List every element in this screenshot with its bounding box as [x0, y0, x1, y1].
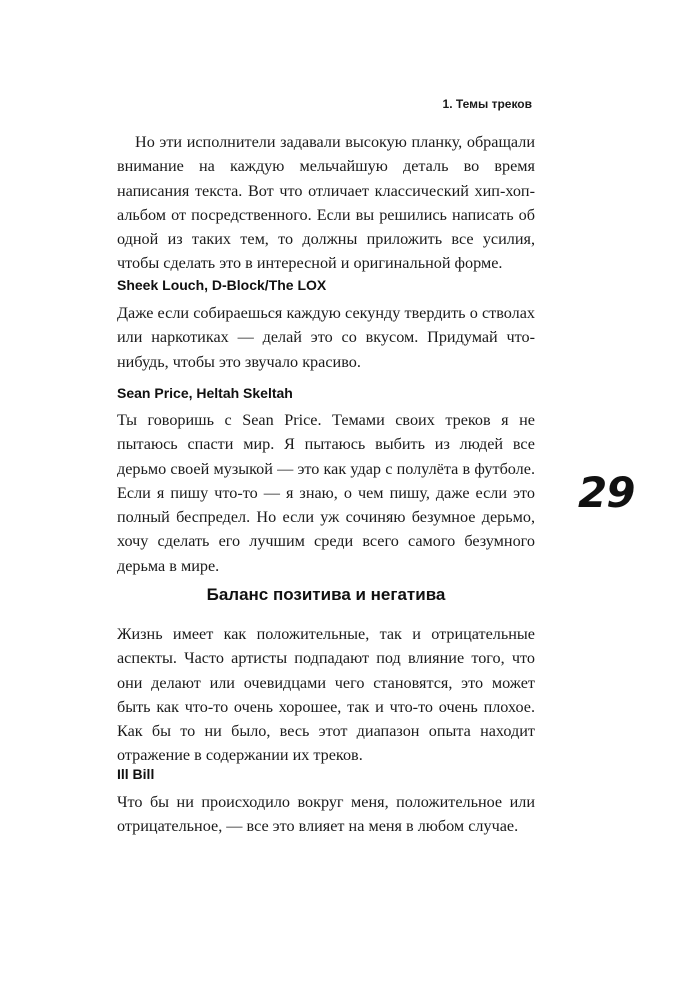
running-head: 1. Темы треков [442, 97, 532, 111]
quote-text-ill-bill: Что бы ни происходило вокруг меня, положительное или отрицательное, — все это влияет на меня в любом случае. [117, 793, 535, 836]
quote-speaker-sean-price: Sean Price, Heltah Skeltah [117, 385, 293, 401]
page-number: 29 [578, 468, 635, 517]
quote-speaker-ill-bill: Ill Bill [117, 766, 155, 782]
intro-paragraph: Но эти исполнители задавали высокую планку, обращали внимание на каждую мельчайшую деталь во время написания текста. Вот что отличает классический хип-хоп-альбом от посредственного. Если вы решились написать об одной из таких тем, то должны приложить все усилия, чтобы сделать это в интересной и оригинальной форме. [117, 133, 535, 273]
quote-text-sean-price: Ты говоришь с Sean Price. Темами своих треков я не пытаюсь спасти мир. Я пытаюсь выбить из людей все дерьмо своей музыкой — это как удар с полулёта в футболе. Если я пишу что-то — я знаю, о чем пишу, даже если это полный беспредел. Но если уж сочиняю безумное дерьмо, хочу сделать его лучшим среди всего самого безумного дерьма в мире. [117, 411, 535, 575]
section-paragraph: Жизнь имеет как положительные, так и отрицательные аспекты. Часто артисты подпадают под влияние того, что они делают или очевидцами чего становятся, это может быть как что-то очень хорошее, так и что-то очень плохое. Как бы то ни было, весь этот диапазон опыта находит отражение в содержании их треков. [117, 625, 535, 765]
quote-text-sheek-louch: Даже если собираешься каждую секунду твердить о стволах или наркотиках — делай это со вкусом. Придумай что-нибудь, чтобы это звучало красиво. [117, 304, 535, 371]
section-heading: Баланс позитива и негатива [206, 585, 446, 604]
quote-speaker-sheek-louch: Sheek Louch, D-Block/The LOX [117, 277, 327, 293]
